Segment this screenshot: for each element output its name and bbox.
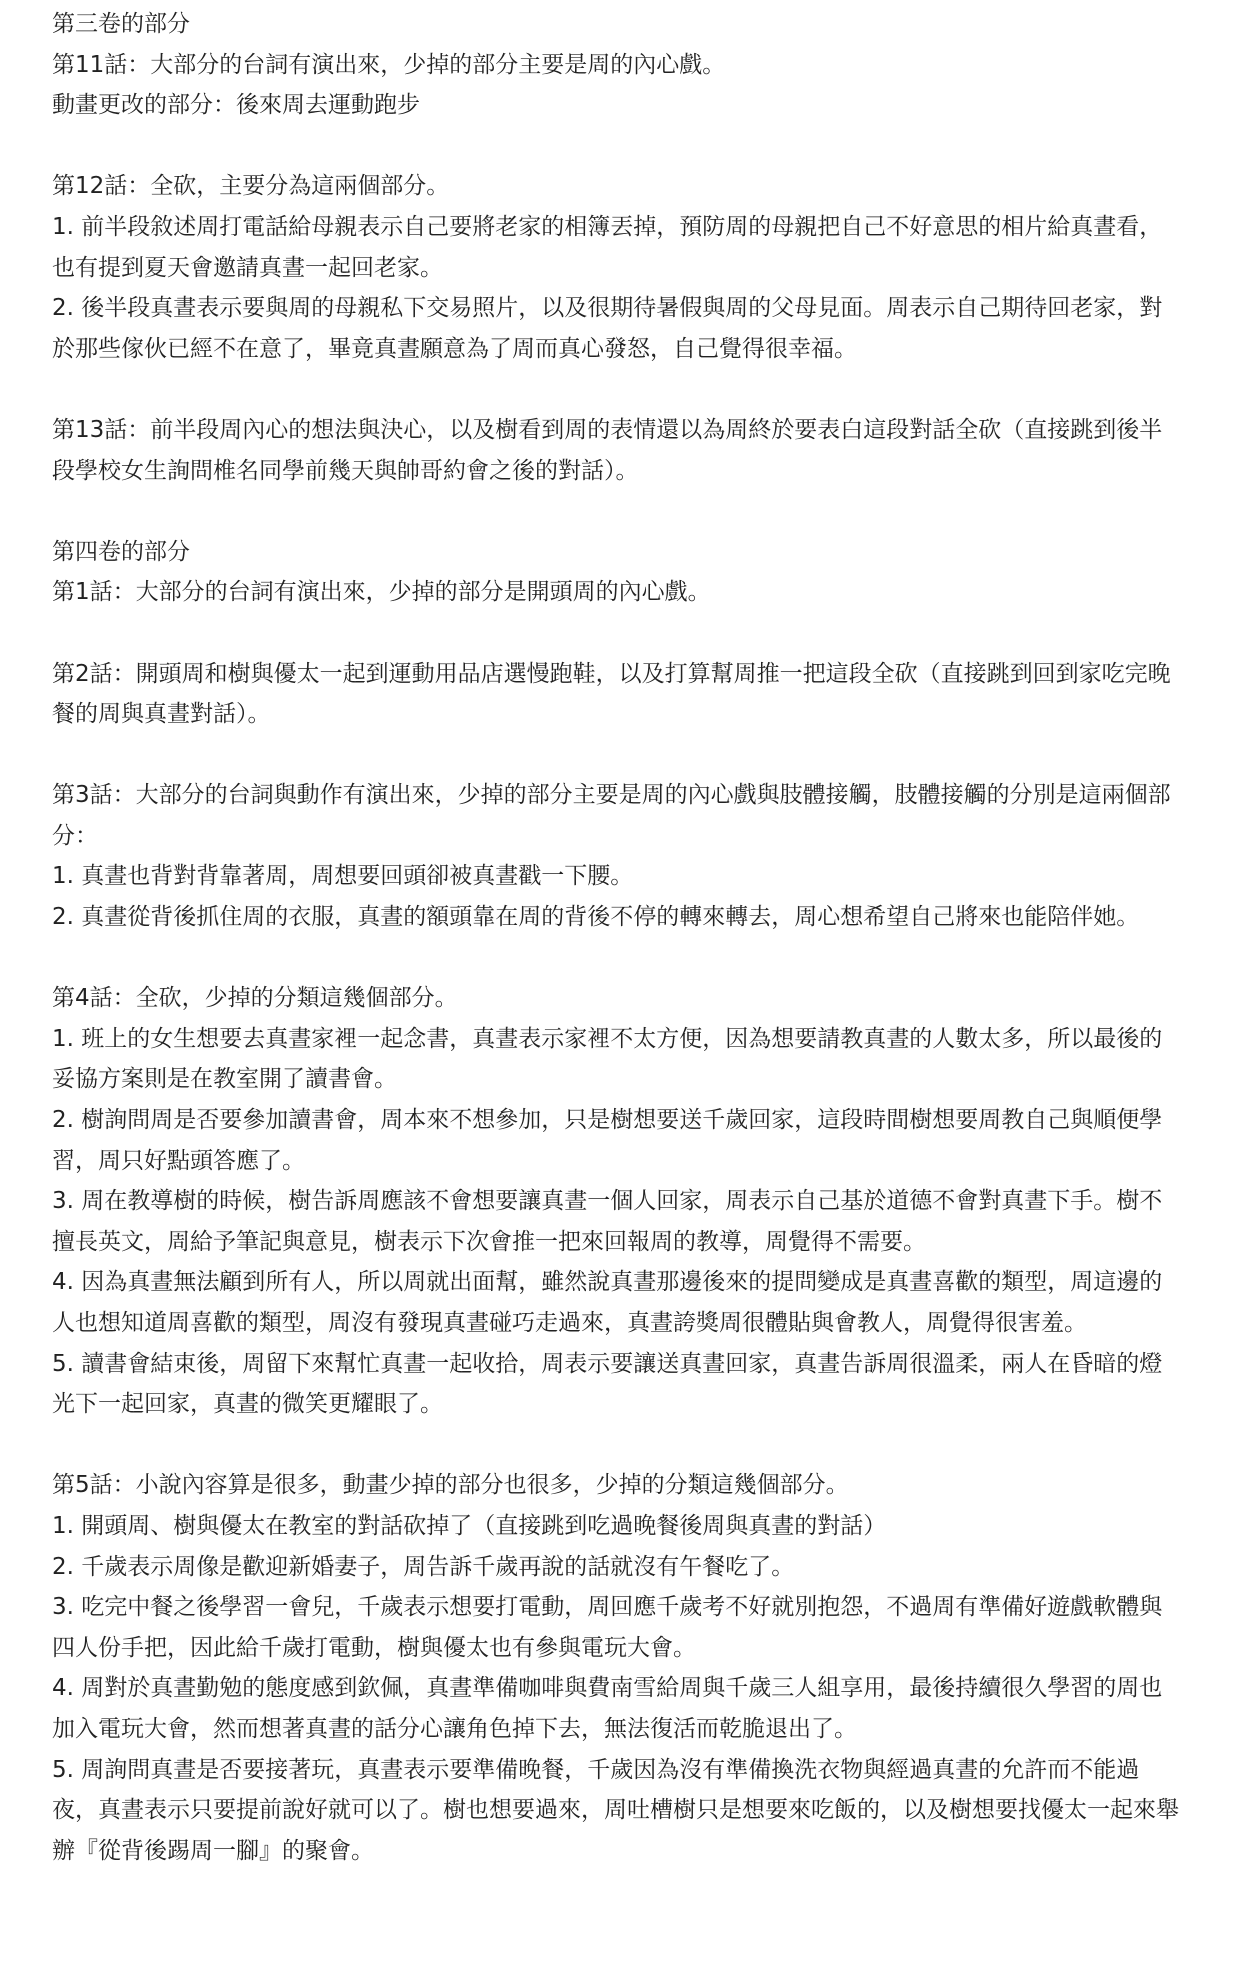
ep12-item2: 2. 後半段真晝表示要與周的母親私下交易照片，以及很期待暑假與周的父母見面。周表示自己期待回老家，對於那些傢伙已經不在意了，畢竟真晝願意為了周而真心發怒，自己覺得很幸福。: [52, 295, 1163, 362]
paragraph-gap: [52, 613, 1180, 654]
ep12-item1: 1. 前半段敘述周打電話給母親表示自己要將老家的相簿丟掉，預防周的母親把自己不好意思的相片給真晝看，也有提到夏天會邀請真晝一起回老家。: [52, 213, 1163, 281]
paragraph-gap: [52, 491, 1180, 532]
volume3-heading: 第三卷的部分: [52, 11, 190, 37]
ep11-line1: 第11話：大部分的台詞有演出來，少掉的部分主要是周的內心戲。: [52, 51, 726, 78]
article-body: [52, 4, 1180, 1871]
v4-ep5-item1: 1. 開頭周、樹與優太在教室的對話砍掉了（直接跳到吃過晚餐後周與真晝的對話）: [52, 1512, 887, 1539]
ep12-intro: 第12話：全砍，主要分為這兩個部分。: [52, 173, 450, 200]
v4-ep5-item2: 2. 千歲表示周像是歡迎新婚妻子，周告訴千歲再說的話就沒有午餐吃了。: [52, 1553, 795, 1580]
v4-ep3-item2: 2. 真晝從背後抓住周的衣服，真晝的額頭靠在周的背後不停的轉來轉去，周心想希望自己將來也能陪伴她。: [52, 904, 1140, 931]
v4-ep3-item1: 1. 真晝也背對背靠著周，周想要回頭卻被真晝戳一下腰。: [52, 863, 634, 890]
ep13-text: 第13話：前半段周內心的想法與決心，以及樹看到周的表情還以為周終於要表白這段對話全砍（直接跳到後半段學校女生詢問椎名同學前幾天與帥哥約會之後的對話）。: [52, 416, 1163, 484]
paragraph-gap: [52, 938, 1180, 979]
v4-ep4-item4: 4. 因為真晝無法顧到所有人，所以周就出面幫，雖然說真晝那邊後來的提問變成是真晝喜歡的類型，周這邊的人也想知道周喜歡的類型，周沒有發現真晝碰巧走過來，真晝誇獎周很體貼與會教人，周覺得很害羞。: [52, 1269, 1163, 1336]
paragraph-gap: [52, 1425, 1180, 1466]
v4-ep1-text: 第1話：大部分的台詞有演出來，少掉的部分是開頭周的內心戲。: [52, 579, 711, 606]
v4-ep4-item5: 5. 讀書會結束後，周留下來幫忙真晝一起收拾，周表示要讓送真晝回家，真晝告訴周很溫柔，兩人在昏暗的燈光下一起回家，真晝的微笑更耀眼了。: [52, 1350, 1163, 1418]
v4-ep4-intro: 第4話：全砍，少掉的分類這幾個部分。: [52, 985, 458, 1012]
paragraph-gap: [52, 126, 1180, 167]
v4-ep5-item5: 5. 周詢問真晝是否要接著玩，真晝表示要準備晚餐，千歲因為沒有準備換洗衣物與經過真晝的允許而不能過夜，真晝表示只要提前說好就可以了。樹也想要過來，周吐槽樹只是想要來吃飯的，以及樹想要找優太一起來舉辦『從背後踢周一腳』的聚會。: [52, 1756, 1179, 1864]
v4-ep4-item3: 3. 周在教導樹的時候，樹告訴周應該不會想要讓真晝一個人回家，周表示自己基於道德不會對真晝下手。樹不擅長英文，周給予筆記與意見，樹表示下次會推一把來回報周的教導，周覺得不需要。: [52, 1188, 1163, 1255]
v4-ep4-item2: 2. 樹詢問周是否要參加讀書會，周本來不想參加，只是樹想要送千歲回家，這段時間樹想要周教自己與順便學習，周只好點頭答應了。: [52, 1107, 1163, 1174]
v4-ep4-item1: 1. 班上的女生想要去真晝家裡一起念書，真晝表示家裡不太方便，因為想要請教真晝的人數太多，所以最後的妥協方案則是在教室開了讀書會。: [52, 1025, 1163, 1093]
paragraph-gap: [52, 735, 1180, 776]
volume4-heading: 第四卷的部分: [52, 538, 190, 565]
v4-ep3-intro: 第3話：大部分的台詞與動作有演出來，少掉的部分主要是周的內心戲與肢體接觸，肢體接觸的分別是這兩個部分：: [52, 782, 1171, 849]
paragraph-gap: [52, 369, 1180, 410]
v4-ep5-intro: 第5話：小說內容算是很多，動畫少掉的部分也很多，少掉的分類這幾個部分。: [52, 1472, 849, 1499]
ep11-line2: 動畫更改的部分：後來周去運動跑步: [52, 92, 420, 119]
v4-ep5-item4: 4. 周對於真晝勤勉的態度感到欽佩，真晝準備咖啡與費南雪給周與千歲三人組享用，最後持續很久學習的周也加入電玩大會，然而想著真晝的話分心讓角色掉下去，無法復活而乾脆退出了。: [52, 1675, 1163, 1742]
v4-ep2-text: 第2話：開頭周和樹與優太一起到運動用品店選慢跑鞋，以及打算幫周推一把這段全砍（直接跳到回到家吃完晚餐的周與真晝對話）。: [52, 660, 1171, 728]
v4-ep5-item3: 3. 吃完中餐之後學習一會兒，千歲表示想要打電動，周回應千歲考不好就別抱怨，不過周有準備好遊戲軟體與四人份手把，因此給千歲打電動，樹與優太也有參與電玩大會。: [52, 1594, 1163, 1661]
